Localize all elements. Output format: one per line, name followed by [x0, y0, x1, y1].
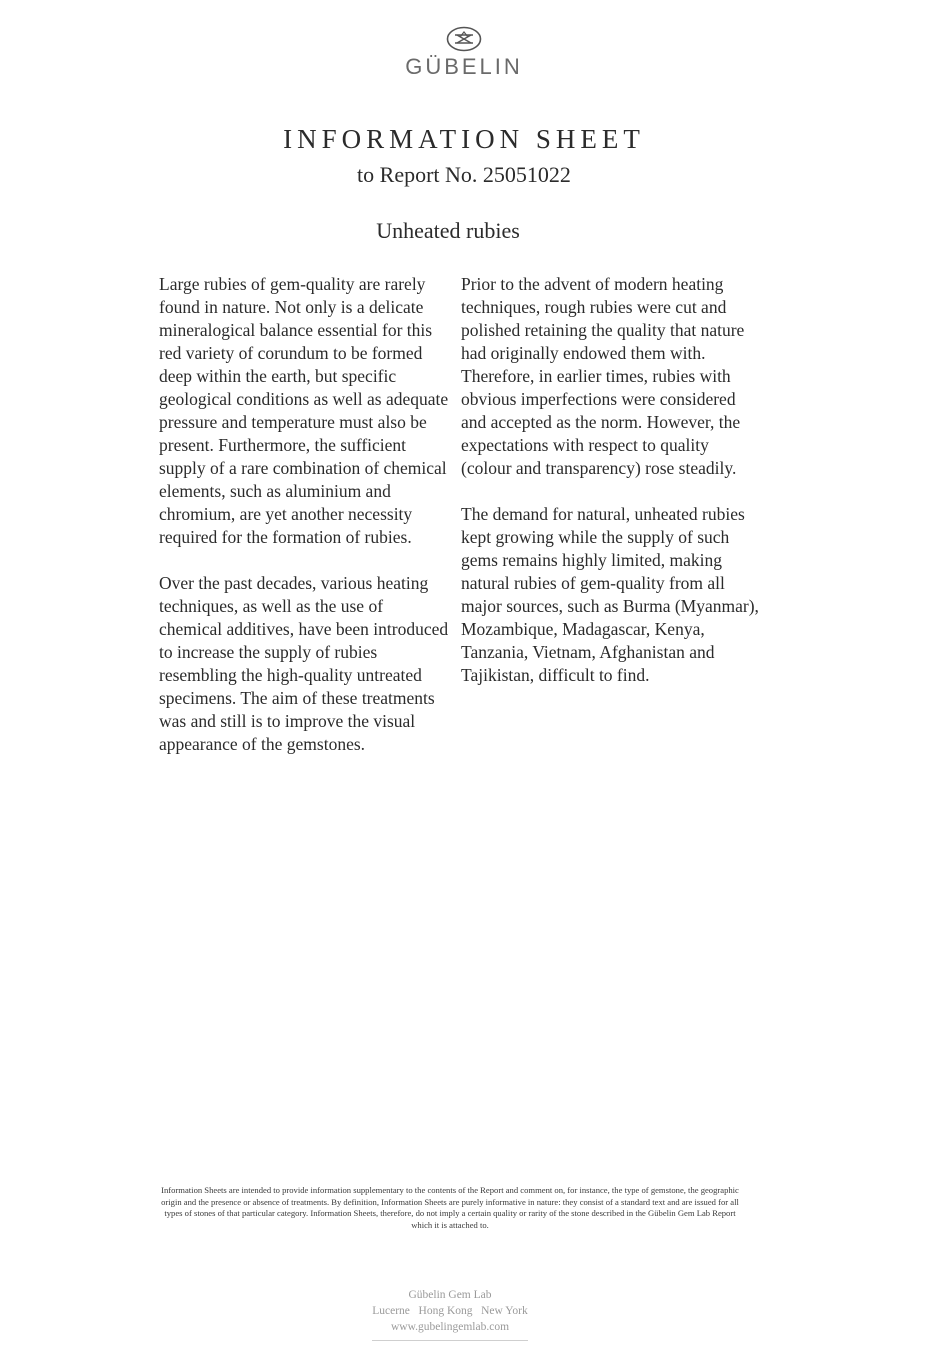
footer-locations: Lucerne Hong Kong New York — [372, 1305, 528, 1317]
paragraph: Prior to the advent of modern heating techniques, rough rubies were cut and polished retaining the quality that nature had originally endowed them with. Therefore, in earlier times, rubies with obvious imperfections were considered and accepted as the norm. However, the expectations with respect to quality (colour and transparency) rose steadily. — [461, 274, 745, 478]
page-title: INFORMATION SHEET — [283, 124, 645, 154]
footer-lab-name: Gübelin Gem Lab — [408, 1289, 492, 1301]
section-heading: Unheated rubies — [376, 218, 520, 243]
footer — [0, 1287, 900, 1335]
gubelin-emblem-icon — [446, 26, 482, 52]
footer-divider — [372, 1340, 528, 1341]
brand-wordmark: GÜBELIN — [405, 54, 523, 79]
paragraph: Over the past decades, various heating techniques, as well as the use of chemical additives, have been introduced to increase the supply of rubies resembling the high-quality untreated specimens. The aim of these treatments was and still is to improve the visual appearance of the gemstones. — [159, 573, 449, 754]
disclaimer-text: Information Sheets are intended to provide information supplementary to the contents of the Report and comment on, for instance, the type of gemstone, the geographic origin and the presence or absence of treatments. By definition, Information Sheets are purely informative in nature: they consist of a standard text and are issued for all types of stones of that particular category. Information Sheets, therefore, do not imply a certain quality or rarity of the stone described in the Gübelin Gem Lab Report which it is attached to. — [161, 1185, 739, 1230]
paragraph: The demand for natural, unheated rubies kept growing while the supply of such gems remains highly limited, making natural rubies of gem-quality from all major sources, such as Burma (Myanmar), Mozambique, Madagascar, Kenya, Tanzania, Vietnam, Afghanistan and Tajikistan, difficult to find. — [461, 504, 759, 685]
report-number: to Report No. 25051022 — [357, 162, 571, 187]
right-column — [461, 273, 761, 710]
brand-logo — [364, 26, 564, 80]
paragraph: Large rubies of gem-quality are rarely found in nature. Not only is a delicate mineralogical balance essential for this red variety of corundum to be formed deep within the earth, but specific geological conditions as well as adequate pressure and temperature must also be present. Furthermore, the sufficient supply of a rare combination of chemical elements, such as aluminium and chromium, are yet another necessity required for the formation of rubies. — [159, 274, 449, 547]
left-column — [159, 273, 449, 779]
footer-website[interactable]: www.gubelingemlab.com — [390, 1321, 510, 1333]
